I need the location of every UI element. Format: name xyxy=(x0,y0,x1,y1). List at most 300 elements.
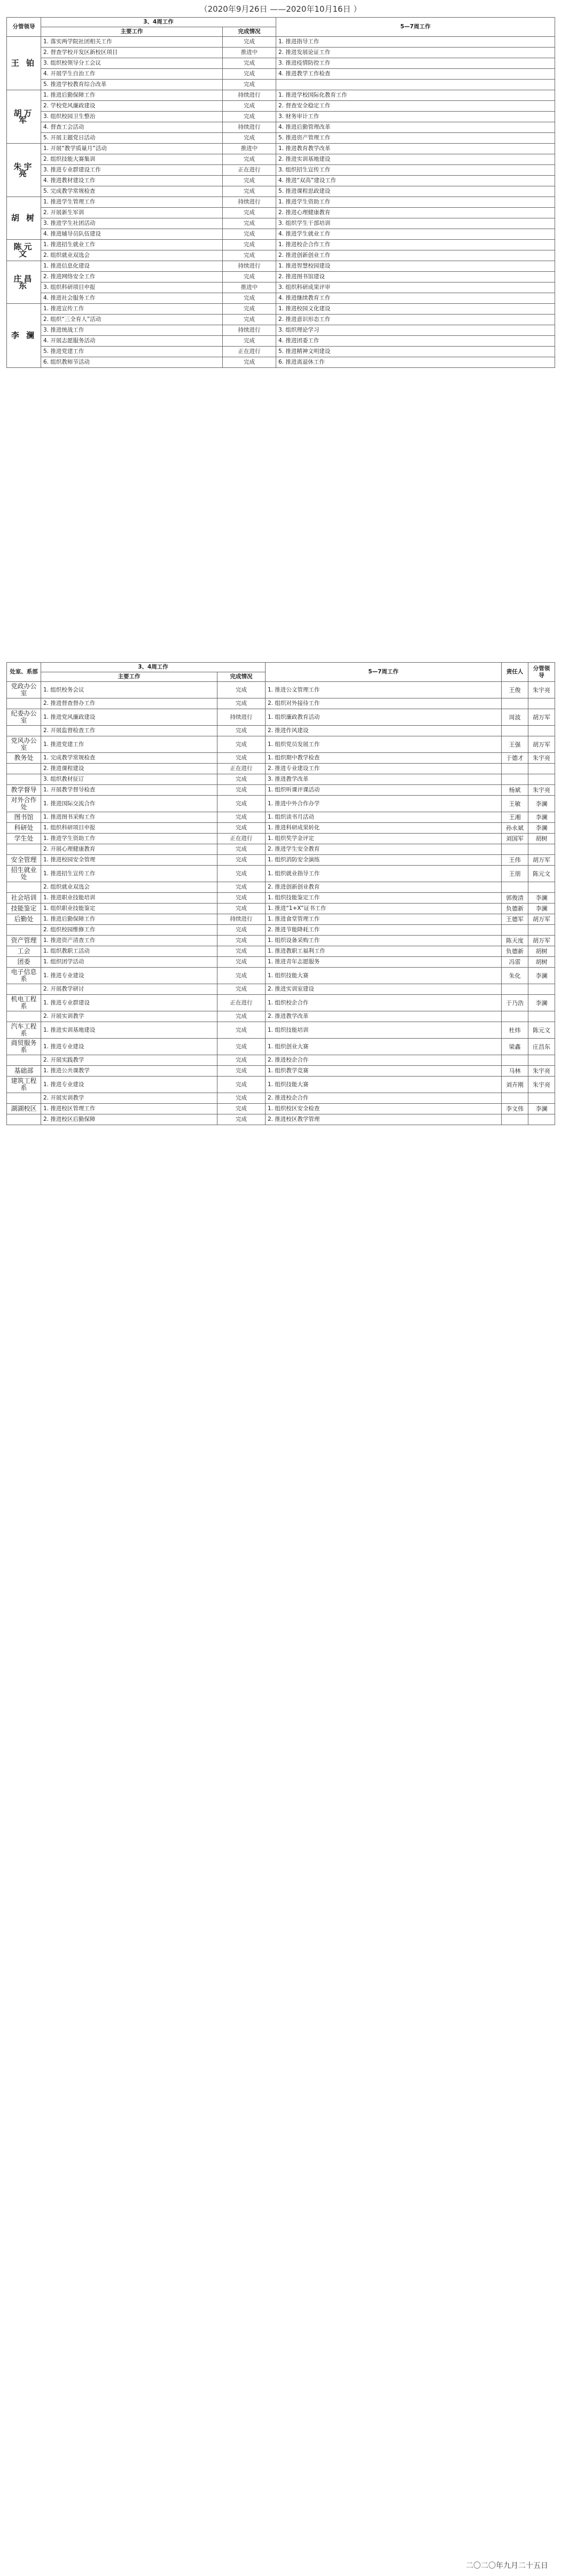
next-work-cell: 2. 推进校企合作 xyxy=(266,1093,502,1104)
department-name: 社会培训 xyxy=(7,893,41,904)
department-name: 图书馆 xyxy=(7,812,41,823)
table-row xyxy=(7,1093,555,1104)
status-cell: 完成 xyxy=(217,1011,266,1022)
key-work-cell: 2. 推进督查督办工作 xyxy=(41,698,217,709)
table-row xyxy=(7,753,555,764)
next-work-cell: 1. 组织听课评课活动 xyxy=(266,785,502,796)
table-row xyxy=(7,37,555,48)
leader-name: 胡 树 xyxy=(7,197,41,240)
table-row xyxy=(7,176,555,186)
next-work-cell: 1. 组织期中教学检查 xyxy=(266,753,502,764)
next-work-cell: 1. 推进智慧校园建设 xyxy=(276,261,555,272)
status-cell: 完成 xyxy=(217,925,266,936)
key-work-cell: 1. 组织科研项目申报 xyxy=(41,823,217,834)
supervising-leader: 李澜 xyxy=(528,995,555,1011)
next-work-cell: 2. 推进创新创业教育 xyxy=(266,882,502,893)
next-work-cell: 2. 推进实训基地建设 xyxy=(276,154,555,165)
department-name: 招生就业处 xyxy=(7,866,41,882)
department-name: 科研处 xyxy=(7,823,41,834)
supervising-leader: 朱宇亮 xyxy=(528,1077,555,1093)
status-cell: 完成 xyxy=(217,957,266,968)
responsible-person: 王朋 xyxy=(502,866,528,882)
next-work-cell: 4. 推进教学工作检查 xyxy=(276,69,555,80)
table-row xyxy=(7,893,555,904)
weeks-5-7-header: 5—7周工作 xyxy=(266,663,502,682)
next-work-cell: 1. 推进青年志愿服务 xyxy=(266,957,502,968)
status-cell: 持续进行 xyxy=(217,709,266,726)
next-work-cell: 1. 推进科研成果转化 xyxy=(266,823,502,834)
status-cell: 完成 xyxy=(223,186,276,197)
next-work-cell: 6. 推进离退休工作 xyxy=(276,357,555,368)
responsible-person: 王德军 xyxy=(502,914,528,925)
next-work-cell: 5. 推进精神文明建设 xyxy=(276,347,555,357)
responsible-person xyxy=(502,1011,528,1022)
next-work-cell: 2. 推进图书馆建设 xyxy=(276,272,555,282)
status-cell: 完成 xyxy=(223,101,276,112)
key-work-cell: 1. 推进职业技能培训 xyxy=(41,893,217,904)
supervising-leader xyxy=(528,726,555,736)
supervising-leader: 陈元文 xyxy=(528,866,555,882)
key-work-cell: 1. 组织校务会议 xyxy=(41,682,217,698)
next-work-cell: 1. 推进“1+X”证书工作 xyxy=(266,904,502,914)
responsible-person: 冯雷 xyxy=(502,957,528,968)
key-work-cell: 2. 组织就业双选会 xyxy=(41,250,223,261)
supervising-leader: 胡万军 xyxy=(528,936,555,946)
status-cell: 完成 xyxy=(217,785,266,796)
key-work-cell: 2. 开展监督检查工作 xyxy=(41,726,217,736)
next-work-cell: 1. 组织校企合作 xyxy=(266,995,502,1011)
leader-name: 朱宇亮 xyxy=(7,144,41,197)
responsible-person xyxy=(502,774,528,785)
table-row xyxy=(7,90,555,101)
table-row xyxy=(7,682,555,698)
key-work-cell: 6. 组织教师节活动 xyxy=(41,357,223,368)
key-work-cell: 3. 推进学生社团活动 xyxy=(41,218,223,229)
next-work-cell: 4. 推进继续教育工作 xyxy=(276,293,555,304)
status-cell: 完成 xyxy=(217,1104,266,1114)
next-work-cell: 1. 推进公文管理工作 xyxy=(266,682,502,698)
status-cell: 完成 xyxy=(223,58,276,69)
key-work-cell: 1. 推进宣传工作 xyxy=(41,304,223,315)
supervising-leader xyxy=(528,698,555,709)
key-work-cell: 2. 开展心理健康教育 xyxy=(41,844,217,855)
table-row xyxy=(7,282,555,293)
supervising-leader: 胡万军 xyxy=(528,914,555,925)
next-work-cell: 5. 推进资产管理工作 xyxy=(276,133,555,144)
table-row xyxy=(7,1011,555,1022)
next-work-cell: 4. 推进团委工作 xyxy=(276,336,555,347)
key-work-cell: 1. 推进后勤保障工作 xyxy=(41,90,223,101)
key-work-cell: 2. 推进网络安全工作 xyxy=(41,272,223,282)
status-cell: 持续进行 xyxy=(223,325,276,336)
status-cell: 完成 xyxy=(217,936,266,946)
responsible-person: 负德新 xyxy=(502,904,528,914)
status-cell: 完成 xyxy=(217,1039,266,1055)
key-work-cell: 3. 推进统战工作 xyxy=(41,325,223,336)
key-work-cell: 1. 推进国际交流合作 xyxy=(41,796,217,812)
table-row xyxy=(7,229,555,240)
key-work-cell: 3. 推进专业群建设工作 xyxy=(41,165,223,176)
table-row xyxy=(7,1066,555,1077)
key-work-cell: 1. 开展“教学质量月”活动 xyxy=(41,144,223,154)
table-row xyxy=(7,866,555,882)
next-work-cell: 1. 推进中外合作办学 xyxy=(266,796,502,812)
department-work-table xyxy=(6,662,555,1125)
next-work-cell: 2. 推进校区教学管理 xyxy=(266,1114,502,1125)
status-cell: 完成 xyxy=(223,336,276,347)
status-cell: 完成 xyxy=(217,774,266,785)
key-work-cell: 5. 推进党建工作 xyxy=(41,347,223,357)
key-work-cell: 2. 开展实践教学 xyxy=(41,1055,217,1066)
next-work-cell: 2. 推进学生安全教育 xyxy=(266,844,502,855)
supervising-leader: 朱宇亮 xyxy=(528,682,555,698)
table-row xyxy=(7,133,555,144)
responsible-person: 负德新 xyxy=(502,946,528,957)
status-cell: 完成 xyxy=(223,218,276,229)
table-row xyxy=(7,165,555,176)
table-row xyxy=(7,186,555,197)
next-work-cell: 3. 财务审计工作 xyxy=(276,112,555,122)
key-work-cell: 2. 督查学校开发区新校区项目 xyxy=(41,48,223,58)
table-row xyxy=(7,844,555,855)
department-name: 对外合作处 xyxy=(7,796,41,812)
supervising-leader xyxy=(528,1114,555,1125)
table-row xyxy=(7,325,555,336)
leader-name: 陈元文 xyxy=(7,240,41,261)
table-row xyxy=(7,101,555,112)
key-work-cell: 1. 推进学生资助工作 xyxy=(41,834,217,844)
department-name xyxy=(7,984,41,995)
table-row xyxy=(7,812,555,823)
table-row xyxy=(7,304,555,315)
status-cell: 完成 xyxy=(223,133,276,144)
next-work-cell: 2. 督查安全稳定工作 xyxy=(276,101,555,112)
supervising-leader: 胡树 xyxy=(528,957,555,968)
responsible-person xyxy=(502,764,528,774)
next-work-cell: 2. 推进教学改革 xyxy=(266,1011,502,1022)
responsible-person: 陈天度 xyxy=(502,936,528,946)
next-work-cell: 2. 推进专业建设工作 xyxy=(266,764,502,774)
responsible-header: 责任人 xyxy=(502,663,528,682)
status-cell: 完成 xyxy=(217,1077,266,1093)
supervising-leader: 李澜 xyxy=(528,812,555,823)
table-row xyxy=(7,904,555,914)
table-row xyxy=(7,957,555,968)
status-cell: 完成 xyxy=(223,293,276,304)
next-work-cell: 2. 组织对外接待工作 xyxy=(266,698,502,709)
next-work-cell: 1. 组织党员发展工作 xyxy=(266,736,502,753)
next-work-cell: 1. 推进指导工作 xyxy=(276,37,555,48)
key-work-cell: 1. 推进信息化建设 xyxy=(41,261,223,272)
next-work-cell: 1. 组织教学竞赛 xyxy=(266,1066,502,1077)
status-cell: 完成 xyxy=(217,844,266,855)
supervising-leader xyxy=(528,764,555,774)
next-work-cell: 2. 推进创新创业工作 xyxy=(276,250,555,261)
status-cell: 完成 xyxy=(217,1093,266,1104)
department-name: 机电工程系 xyxy=(7,995,41,1011)
status-cell: 完成 xyxy=(223,176,276,186)
supervising-leader xyxy=(528,882,555,893)
table-row xyxy=(7,1104,555,1114)
key-work-cell: 1. 组织教职工活动 xyxy=(41,946,217,957)
table-row xyxy=(7,1055,555,1066)
supervising-leader xyxy=(528,1011,555,1022)
department-work-body xyxy=(7,682,555,1125)
supervising-leader: 庄昌东 xyxy=(528,1039,555,1055)
key-work-header: 主要工作 xyxy=(41,672,217,682)
status-cell: 完成 xyxy=(223,37,276,48)
key-work-cell: 2. 组织校园维修工作 xyxy=(41,925,217,936)
key-work-cell: 3. 组织校领导分工会议 xyxy=(41,58,223,69)
status-cell: 正在进行 xyxy=(217,764,266,774)
status-cell: 持续进行 xyxy=(223,122,276,133)
supervising-leader: 陈元文 xyxy=(528,1022,555,1039)
status-cell: 推进中 xyxy=(223,48,276,58)
next-work-cell: 1. 推进学生资助工作 xyxy=(276,197,555,208)
status-cell: 完成 xyxy=(217,726,266,736)
department-name: 湖湖校区 xyxy=(7,1104,41,1114)
table-row xyxy=(7,796,555,812)
table-row xyxy=(7,709,555,726)
responsible-person: 刘卉刚 xyxy=(502,1077,528,1093)
status-cell: 正在进行 xyxy=(217,834,266,844)
supervising-leader: 朱宇亮 xyxy=(528,1066,555,1077)
key-work-cell: 1. 推进专业建设 xyxy=(41,968,217,984)
supervising-leader: 李澜 xyxy=(528,968,555,984)
department-name: 基础部 xyxy=(7,1066,41,1077)
department-name xyxy=(7,764,41,774)
next-work-cell: 1. 推进学校国际化教育工作 xyxy=(276,90,555,101)
next-work-cell: 1. 组织消防安全演练 xyxy=(266,855,502,866)
next-work-cell: 1. 推进食堂管理工作 xyxy=(266,914,502,925)
next-work-cell: 1. 组织校区安全检查 xyxy=(266,1104,502,1114)
department-name xyxy=(7,774,41,785)
supervising-leader xyxy=(528,774,555,785)
table-row xyxy=(7,995,555,1011)
status-cell: 完成 xyxy=(217,984,266,995)
table-row xyxy=(7,347,555,357)
key-work-cell: 1. 推进校园安全管理 xyxy=(41,855,217,866)
status-cell: 完成 xyxy=(223,240,276,250)
status-cell: 完成 xyxy=(217,682,266,698)
next-work-cell xyxy=(276,80,555,90)
key-work-cell: 2. 组织技能大赛集训 xyxy=(41,154,223,165)
status-cell: 完成 xyxy=(217,812,266,823)
next-work-cell: 3. 组织学生干部培训 xyxy=(276,218,555,229)
department-name: 商贸服务系 xyxy=(7,1039,41,1055)
key-work-cell: 1. 推进后勤保障工作 xyxy=(41,914,217,925)
responsible-person xyxy=(502,882,528,893)
supervising-leader xyxy=(528,844,555,855)
department-name xyxy=(7,1055,41,1066)
status-cell: 推进中 xyxy=(223,282,276,293)
next-work-cell: 1. 组织技能大赛 xyxy=(266,968,502,984)
status-cell: 完成 xyxy=(217,855,266,866)
table-row xyxy=(7,774,555,785)
key-work-cell: 1. 推进校区管理工作 xyxy=(41,1104,217,1114)
responsible-person: 王强 xyxy=(502,736,528,753)
key-work-cell: 2. 开展教学研讨 xyxy=(41,984,217,995)
leader-work-body xyxy=(7,37,555,368)
key-work-cell: 1. 完成教学常规检查 xyxy=(41,753,217,764)
status-cell: 完成 xyxy=(223,69,276,80)
next-work-cell: 4. 推进学生就业工作 xyxy=(276,229,555,240)
table-row xyxy=(7,1022,555,1039)
next-work-cell: 1. 组织读书月活动 xyxy=(266,812,502,823)
table-row xyxy=(7,984,555,995)
key-work-cell: 2. 开展新生军训 xyxy=(41,208,223,218)
key-work-cell: 5. 开展主题党日活动 xyxy=(41,133,223,144)
next-work-cell: 1. 组织奖学金评定 xyxy=(266,834,502,844)
supervising-leader: 胡万军 xyxy=(528,736,555,753)
supervising-leader: 胡树 xyxy=(528,834,555,844)
next-work-cell: 3. 组织招生宣传工作 xyxy=(276,165,555,176)
next-work-cell: 5. 推进课程思政建设 xyxy=(276,186,555,197)
status-cell: 完成 xyxy=(223,208,276,218)
leader-name: 胡万军 xyxy=(7,90,41,144)
table-row xyxy=(7,144,555,154)
responsible-person: 朱化 xyxy=(502,968,528,984)
responsible-person xyxy=(502,1093,528,1104)
status-cell: 完成 xyxy=(223,304,276,315)
status-cell: 正在进行 xyxy=(223,165,276,176)
status-cell: 完成 xyxy=(217,698,266,709)
status-cell: 完成 xyxy=(223,272,276,282)
supervising-leader: 李澜 xyxy=(528,823,555,834)
table-row xyxy=(7,968,555,984)
status-cell: 持续进行 xyxy=(223,197,276,208)
table-row xyxy=(7,357,555,368)
supervising-leader xyxy=(528,1055,555,1066)
responsible-person: 杜炜 xyxy=(502,1022,528,1039)
key-work-cell: 2. 开展实训教学 xyxy=(41,1093,217,1104)
next-work-cell: 1. 组织技能培训 xyxy=(266,1022,502,1039)
department-name: 资产管理 xyxy=(7,936,41,946)
next-work-cell: 2. 推进心理健康教育 xyxy=(276,208,555,218)
status-cell: 完成 xyxy=(223,154,276,165)
next-work-cell: 4. 推进“双高”建设工作 xyxy=(276,176,555,186)
department-name xyxy=(7,844,41,855)
table-row xyxy=(7,240,555,250)
table-row xyxy=(7,48,555,58)
table-row xyxy=(7,261,555,272)
responsible-person xyxy=(502,1114,528,1125)
next-work-cell: 2. 推进实训室建设 xyxy=(266,984,502,995)
next-work-cell: 1. 组织技能鉴定工作 xyxy=(266,893,502,904)
status-cell: 完成 xyxy=(217,796,266,812)
status-cell: 推进中 xyxy=(223,144,276,154)
next-work-cell: 3. 推进教学改革 xyxy=(266,774,502,785)
status-cell: 完成 xyxy=(217,882,266,893)
next-work-cell: 3. 推进疫情防控工作 xyxy=(276,58,555,69)
status-header: 完成情况 xyxy=(223,27,276,37)
supervising-leader: 朱宇亮 xyxy=(528,785,555,796)
table-row xyxy=(7,726,555,736)
department-name xyxy=(7,726,41,736)
key-work-cell: 2. 推进课程建设 xyxy=(41,764,217,774)
key-work-cell: 5. 推进学校教育综合改革 xyxy=(41,80,223,90)
supervising-leader: 胡万军 xyxy=(528,855,555,866)
department-name: 党风办公室 xyxy=(7,736,41,753)
table-row xyxy=(7,1114,555,1125)
status-cell: 完成 xyxy=(217,736,266,753)
key-work-cell: 4. 开展志愿服务活动 xyxy=(41,336,223,347)
table-row xyxy=(7,80,555,90)
next-work-cell: 1. 组织就业指导工作 xyxy=(266,866,502,882)
key-work-cell: 2. 推进校区后勤保障 xyxy=(41,1114,217,1125)
status-cell: 完成 xyxy=(217,1055,266,1066)
key-work-cell: 1. 推进图书采购工作 xyxy=(41,812,217,823)
responsible-person xyxy=(502,925,528,936)
supervisor-header: 分管领导 xyxy=(528,663,555,682)
table-row xyxy=(7,882,555,893)
next-work-cell: 2. 推进节能降耗工作 xyxy=(266,925,502,936)
key-work-cell: 1. 推进公共课教学 xyxy=(41,1066,217,1077)
key-work-cell: 1. 推进实训基地建设 xyxy=(41,1022,217,1039)
key-work-cell: 1. 开展教学督导检查 xyxy=(41,785,217,796)
key-work-cell: 2. 开展实训教学 xyxy=(41,1011,217,1022)
key-work-cell: 4. 推进教材建设工作 xyxy=(41,176,223,186)
responsible-person: 刘国军 xyxy=(502,834,528,844)
next-work-cell: 3. 组织科研成果评审 xyxy=(276,282,555,293)
department-name xyxy=(7,1011,41,1022)
department-name: 纪委办公室 xyxy=(7,709,41,726)
key-work-cell: 3. 组织校园卫生整治 xyxy=(41,112,223,122)
next-work-cell: 2. 推进作风建设 xyxy=(266,726,502,736)
leader-name: 王 铂 xyxy=(7,37,41,90)
weeks-3-4-header: 3、4周工作 xyxy=(41,18,276,27)
responsible-person: 王敏 xyxy=(502,796,528,812)
table-row xyxy=(7,855,555,866)
table-row xyxy=(7,58,555,69)
key-work-cell: 1. 推进招生就业工作 xyxy=(41,240,223,250)
table-row xyxy=(7,293,555,304)
supervising-leader xyxy=(528,984,555,995)
key-work-cell: 1. 组织职业技能鉴定 xyxy=(41,904,217,914)
key-work-cell: 1. 推进专业群建设 xyxy=(41,995,217,1011)
key-work-cell: 4. 推进社会服务工作 xyxy=(41,293,223,304)
department-name: 学生处 xyxy=(7,834,41,844)
key-work-cell: 1. 推进专业建设 xyxy=(41,1077,217,1093)
footer-date: 二〇二〇年九月二十五日 xyxy=(466,2562,548,2570)
weeks-5-7-header: 5—7周工作 xyxy=(276,18,555,37)
status-cell: 完成 xyxy=(223,80,276,90)
supervising-leader: 李澜 xyxy=(528,893,555,904)
key-work-cell: 3. 组织教材征订 xyxy=(41,774,217,785)
status-cell: 正在进行 xyxy=(223,347,276,357)
table-row xyxy=(7,764,555,774)
responsible-person: 梁鑫 xyxy=(502,1039,528,1055)
key-work-cell: 3. 组织科研项目申报 xyxy=(41,282,223,293)
supervising-leader: 李澜 xyxy=(528,796,555,812)
table-row xyxy=(7,914,555,925)
responsible-person: 李文伟 xyxy=(502,1104,528,1114)
leader-work-table xyxy=(6,17,555,368)
table-row xyxy=(7,250,555,261)
department-name xyxy=(7,698,41,709)
table-row xyxy=(7,197,555,208)
key-work-cell: 1. 推进专业建设 xyxy=(41,1039,217,1055)
department-name: 党政办公室 xyxy=(7,682,41,698)
next-work-cell: 1. 推进教育教学改革 xyxy=(276,144,555,154)
leader-name: 庄昌东 xyxy=(7,261,41,304)
status-cell: 完成 xyxy=(223,250,276,261)
department-name: 教务处 xyxy=(7,753,41,764)
next-work-cell: 2. 推进校企合作 xyxy=(266,1055,502,1066)
key-work-cell: 1. 推进党建工作 xyxy=(41,736,217,753)
table-row xyxy=(7,208,555,218)
status-cell: 完成 xyxy=(217,1022,266,1039)
